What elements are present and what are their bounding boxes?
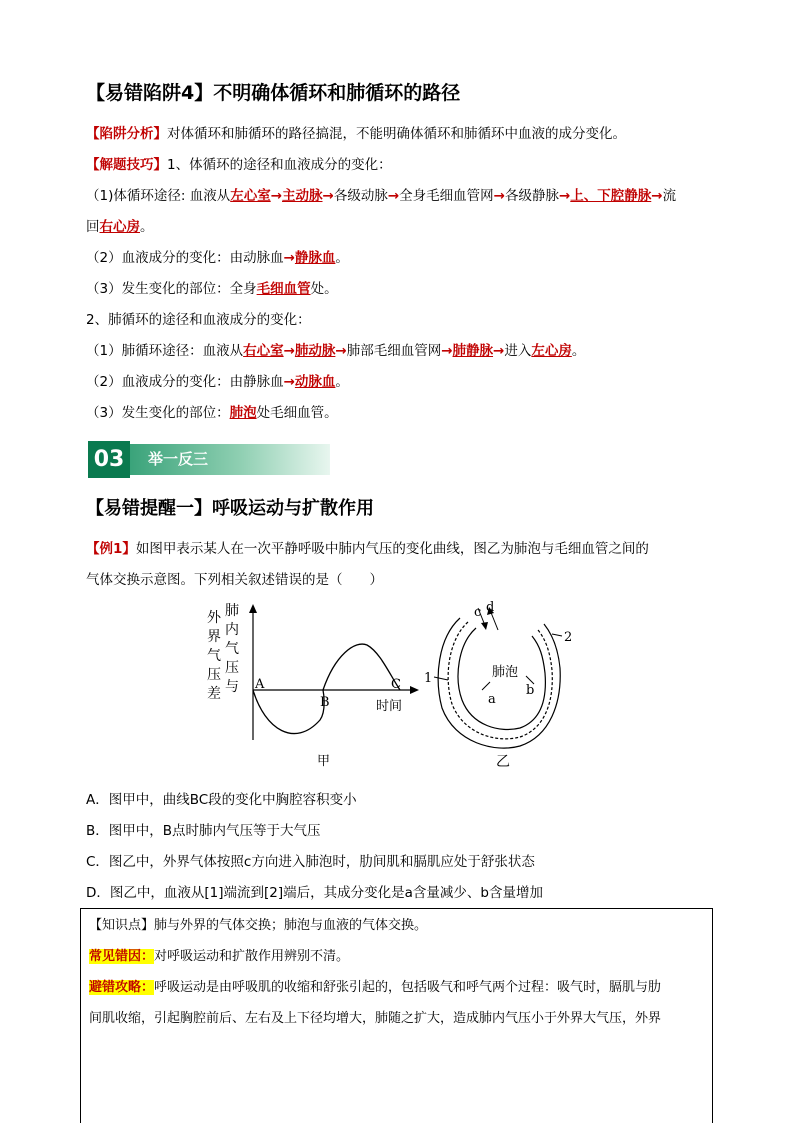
- pulmonary-heading: 2、肺循环的途径和血液成分的变化：: [86, 312, 311, 328]
- ylabel-c1-4: 差: [207, 686, 221, 702]
- pulmonary-path: （1）肺循环途径：血液从右心室→肺动脉→肺部毛细血管网→肺静脉→进入左心房。: [86, 343, 586, 359]
- section-number: 03: [88, 441, 130, 478]
- x-axis-label: 时间: [376, 699, 403, 714]
- avoid-strategy: 避错攻略：呼吸运动是由呼吸肌的收缩和舒张引起的，包括吸气和呼气两个过程：吸气时，膈肌与肋: [89, 980, 662, 995]
- common-error: 常见错因：对呼吸运动和扩散作用辨别不清。: [89, 949, 350, 964]
- ylabel-c2-0: 肺: [225, 603, 239, 619]
- label-2: 2: [564, 630, 573, 645]
- leader-1: [434, 677, 448, 680]
- example-stem-line1: 【例1】如图甲表示某人在一次平静呼吸中肺内气压的变化曲线，图乙为肺泡与毛细血管之间的: [86, 541, 649, 557]
- knowledge-point: 【知识点】肺与外界的气体交换；肺泡与血液的气体交换。: [89, 918, 428, 933]
- figure-yi: [420, 598, 590, 773]
- tips-box: [80, 908, 713, 1123]
- figure-yi-caption: 乙: [496, 754, 510, 770]
- point-a-label: A: [255, 677, 265, 692]
- section-label: 举一反三: [130, 444, 330, 475]
- figure-jia: [195, 600, 425, 775]
- page-title: 【易错陷阱4】不明确体循环和肺循环的路径: [86, 82, 461, 104]
- ylabel-c1-2: 气: [207, 648, 221, 664]
- systemic-path-line1: （1)体循环途径: 血液从左心室→主动脉→各级动脉→全身毛细血管网→各级静脉→上、下腔静脉→流: [86, 188, 677, 204]
- ylabel-c2-1: 内: [225, 622, 239, 638]
- option-c: C．图乙中，外界气体按照c方向进入肺泡时，肋间肌和膈肌应处于舒张状态: [86, 854, 535, 870]
- avoid-strategy-cont: 间肌收缩，引起胸腔前后、左右及上下径均增大，肺随之扩大，造成肺内气压小于外界大气压，外界: [89, 1011, 662, 1026]
- ylabel-c1-3: 压: [207, 667, 221, 683]
- leader-2: [552, 634, 562, 636]
- ylabel-c1-1: 界: [207, 629, 221, 645]
- label-b: b: [526, 683, 535, 698]
- label-a: a: [488, 692, 496, 707]
- ylabel-c1-0: 外: [207, 610, 221, 626]
- option-d: D．图乙中，血液从[1]端流到[2]端后，其成分变化是a含量减少、b含量增加: [86, 885, 543, 901]
- option-a: A．图甲中，曲线BC段的变化中胸腔容积变小: [86, 792, 357, 808]
- y-axis-arrow: [249, 604, 257, 613]
- ylabel-c2-4: 与: [225, 679, 239, 695]
- option-b: B．图甲中，B点时肺内气压等于大气压: [86, 823, 321, 839]
- pulmonary-change-site: （3）发生变化的部位：肺泡处毛细血管。: [86, 405, 338, 421]
- arrow-a: [482, 682, 490, 690]
- arrow-c-head: [481, 622, 488, 630]
- systemic-blood-change: （2）血液成分的变化：由动脉血→静脉血。: [86, 250, 349, 266]
- figure-jia-caption: 甲: [317, 754, 331, 769]
- point-b-label: B: [320, 695, 330, 710]
- capillary-dots: [448, 622, 552, 739]
- label-1: 1: [424, 671, 433, 686]
- systemic-change-site: （3）发生变化的部位：全身毛细血管处。: [86, 281, 338, 297]
- tips-heading: 【解题技巧】1、体循环的途径和血液成分的变化：: [86, 157, 392, 173]
- pulmonary-blood-change: （2）血液成分的变化：由静脉血→动脉血。: [86, 374, 349, 390]
- label-c: c: [474, 605, 482, 620]
- systemic-path-line2: 回右心房。: [86, 219, 154, 235]
- example-stem-line2: 气体交换示意图。下列相关叙述错误的是（ ）: [86, 572, 383, 588]
- pressure-curve: [253, 644, 403, 733]
- trap-analysis: 【陷阱分析】对体循环和肺循环的路径搞混，不能明确体循环和肺循环中血液的成分变化。: [86, 126, 626, 142]
- ylabel-c2-3: 压: [225, 660, 239, 676]
- label-d: d: [486, 600, 495, 615]
- x-axis-arrow: [410, 686, 419, 694]
- section-title: 【易错提醒一】呼吸运动与扩散作用: [86, 498, 374, 519]
- section-banner: [88, 441, 244, 478]
- ylabel-c2-2: 气: [225, 641, 239, 657]
- point-c-label: C: [391, 677, 401, 692]
- alveolus-label: 肺泡: [492, 665, 519, 680]
